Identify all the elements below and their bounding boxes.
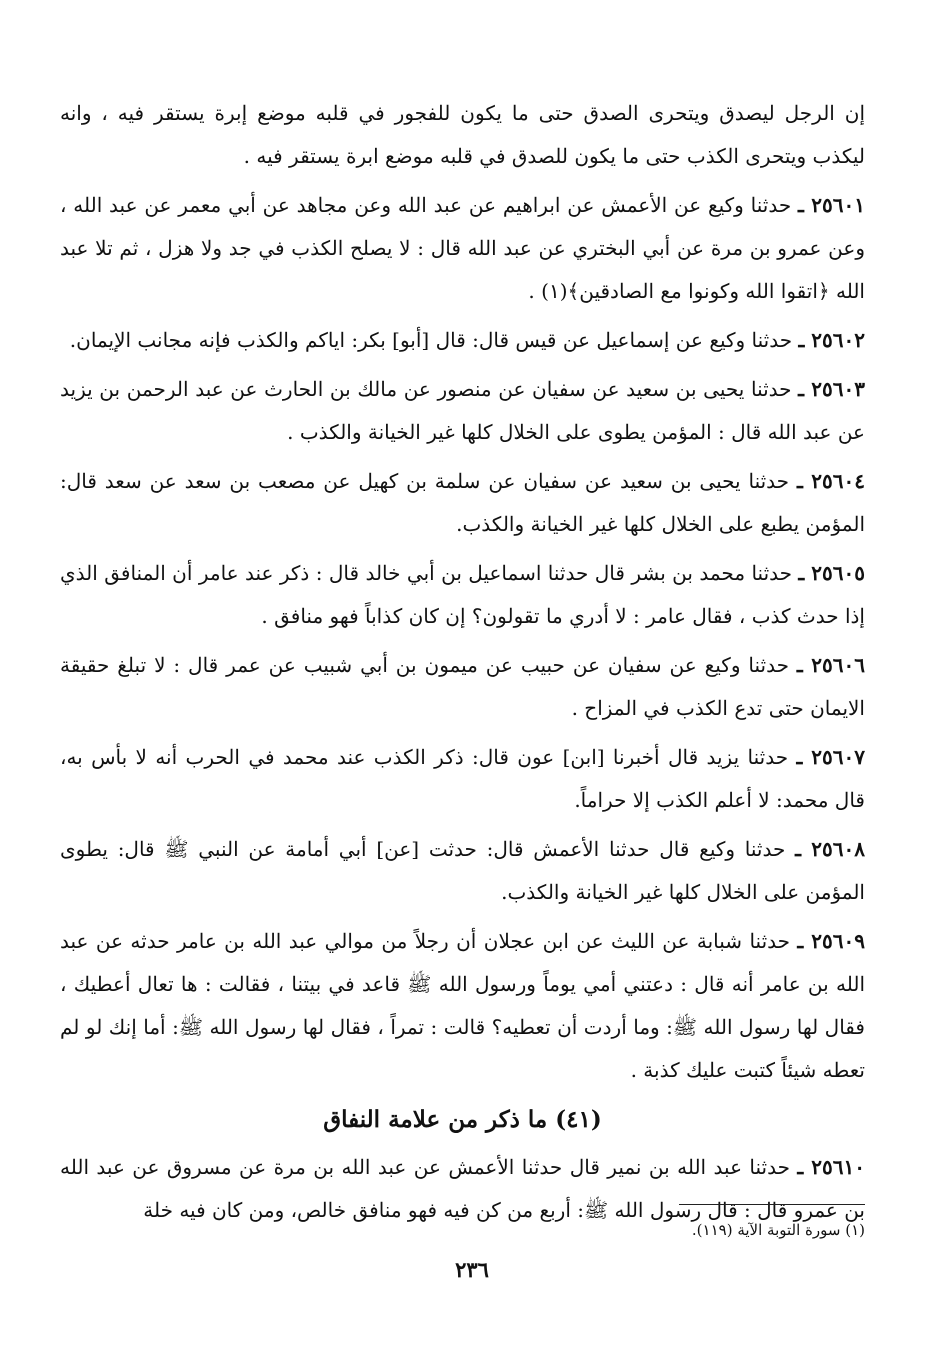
- footnote-divider: [679, 1204, 865, 1205]
- hadith-25607: ٢٥٦٠٧ ـ حدثنا يزيد قال أخبرنا [ابن] عون قال: ذكر الكذب عند محمد في الحرب أنه لا بأس به، قال محمد: لا أعلم الكذب إلا حراماً.: [60, 745, 866, 812]
- section-heading: (٤١) ما ذكر من علامة النفاق: [323, 1106, 602, 1133]
- page-number: ٢٣٦: [455, 1257, 489, 1282]
- hadith-25609: ٢٥٦٠٩ ـ حدثنا شبابة عن الليث عن ابن عجلان أن رجلاً من موالي عبد الله بن عامر حدثه عن عبد الله بن عامر أنه قال : دعتني أمي يوماً ورسول الله ﷺ قاعد في بيتنا ، فقالت : ها تعال أعطيك ، فقال لها رسول الله ﷺ: وما أردت أن تعطيه؟ قالت : تمراً ، فقال لها رسول الله ﷺ: أما إنك لو لم تعطه شيئاً كتبت عليك كذبة .: [60, 929, 865, 1082]
- hadith-number: ٢٥٦١٠ ـ: [797, 1155, 866, 1179]
- hadith-number: ٢٥٦٠٣ ـ: [798, 377, 865, 401]
- hadith-25606: ٢٥٦٠٦ ـ حدثنا وكيع عن سفيان عن حبيب عن ميمون بن أبي شبيب عن عمر قال : لا تبلغ حقيقة الايمان حتى تدع الكذب في المزاح .: [60, 653, 866, 720]
- paragraph-continuation: إن الرجل ليصدق ويتحرى الصدق حتى ما يكون للفجور في قلبه موضع إبرة يستقر فيه ، وانه ليكذب ويتحرى الكذب حتى ما يكون للصدق في قلبه موضع ابرة يستقر فيه .: [60, 101, 865, 168]
- hadith-number: ٢٥٦٠٢ ـ: [798, 328, 865, 352]
- hadith-25608: ٢٥٦٠٨ ـ حدثنا وكيع قال حدثنا الأعمش قال: حدثت [عن] أبي أمامة عن النبي ﷺ قال: يطوى المؤمن على الخلال كلها غير الخيانة والكذب.: [60, 837, 865, 904]
- hadith-number: ٢٥٦٠٨ ـ: [795, 837, 865, 861]
- hadith-number: ٢٥٦٠٦ ـ: [796, 653, 866, 677]
- hadith-number: ٢٥٦٠١ ـ: [798, 193, 866, 217]
- hadith-25604: ٢٥٦٠٤ ـ حدثنا يحيى بن سعيد عن سفيان عن سلمة بن كهيل عن مصعب بن سعد عن سعد قال: المؤمن يطبع على الخلال كلها غير الخيانة والكذب.: [60, 469, 866, 536]
- hadith-25602: ٢٥٦٠٢ ـ حدثنا وكيع عن إسماعيل عن قيس قال: قال [أبو] بكر: اياكم والكذب فإنه مجانب الإيمان.: [69, 328, 865, 352]
- footnote: (١) سورة التوبة الآية (١١٩).: [691, 1221, 865, 1239]
- hadith-number: ٢٥٦٠٧ ـ: [796, 745, 866, 769]
- hadith-25610: ٢٥٦١٠ ـ حدثنا عبد الله بن نمير قال حدثنا الأعمش عن عبد الله بن مرة عن مسروق عن عبد الله بن عمرو قال : قال رسول الله ﷺ: أربع من كن فيه فهو منافق خالص، ومن كان فيه خلة: [60, 1155, 866, 1222]
- hadith-number: ٢٥٦٠٤ ـ: [796, 469, 866, 493]
- hadith-25603: ٢٥٦٠٣ ـ حدثنا يحيى بن سعيد عن سفيان عن منصور عن مالك بن الحارث عن عبد الرحمن بن يزيد عن عبد الله قال : المؤمن يطوى على الخلال كلها غير الخيانة والكذب .: [60, 377, 865, 444]
- hadith-number: ٢٥٦٠٩ ـ: [797, 929, 865, 953]
- page-body: [60, 92, 865, 1238]
- hadith-number: ٢٥٦٠٥ ـ: [798, 561, 865, 585]
- hadith-25601: ٢٥٦٠١ ـ حدثنا وكيع عن الأعمش عن ابراهيم عن عبد الله وعن مجاهد عن أبي معمر عن عبد الله ، وعن عمرو بن مرة عن أبي البختري عن عبد الله قال : لا يصلح الكذب في جد ولا هزل ، ثم تلا عبد الله ﴿اتقوا الله وكونوا مع الصادقين﴾(١) .: [60, 193, 866, 303]
- hadith-25605: ٢٥٦٠٥ ـ حدثنا محمد بن بشر قال حدثنا اسماعيل بن أبي خالد قال : ذكر عند عامر أن المنافق الذي إذا حدث كذب ، فقال عامر : لا أدري ما تقولون؟ إن كان كذاباً فهو منافق .: [60, 561, 865, 628]
